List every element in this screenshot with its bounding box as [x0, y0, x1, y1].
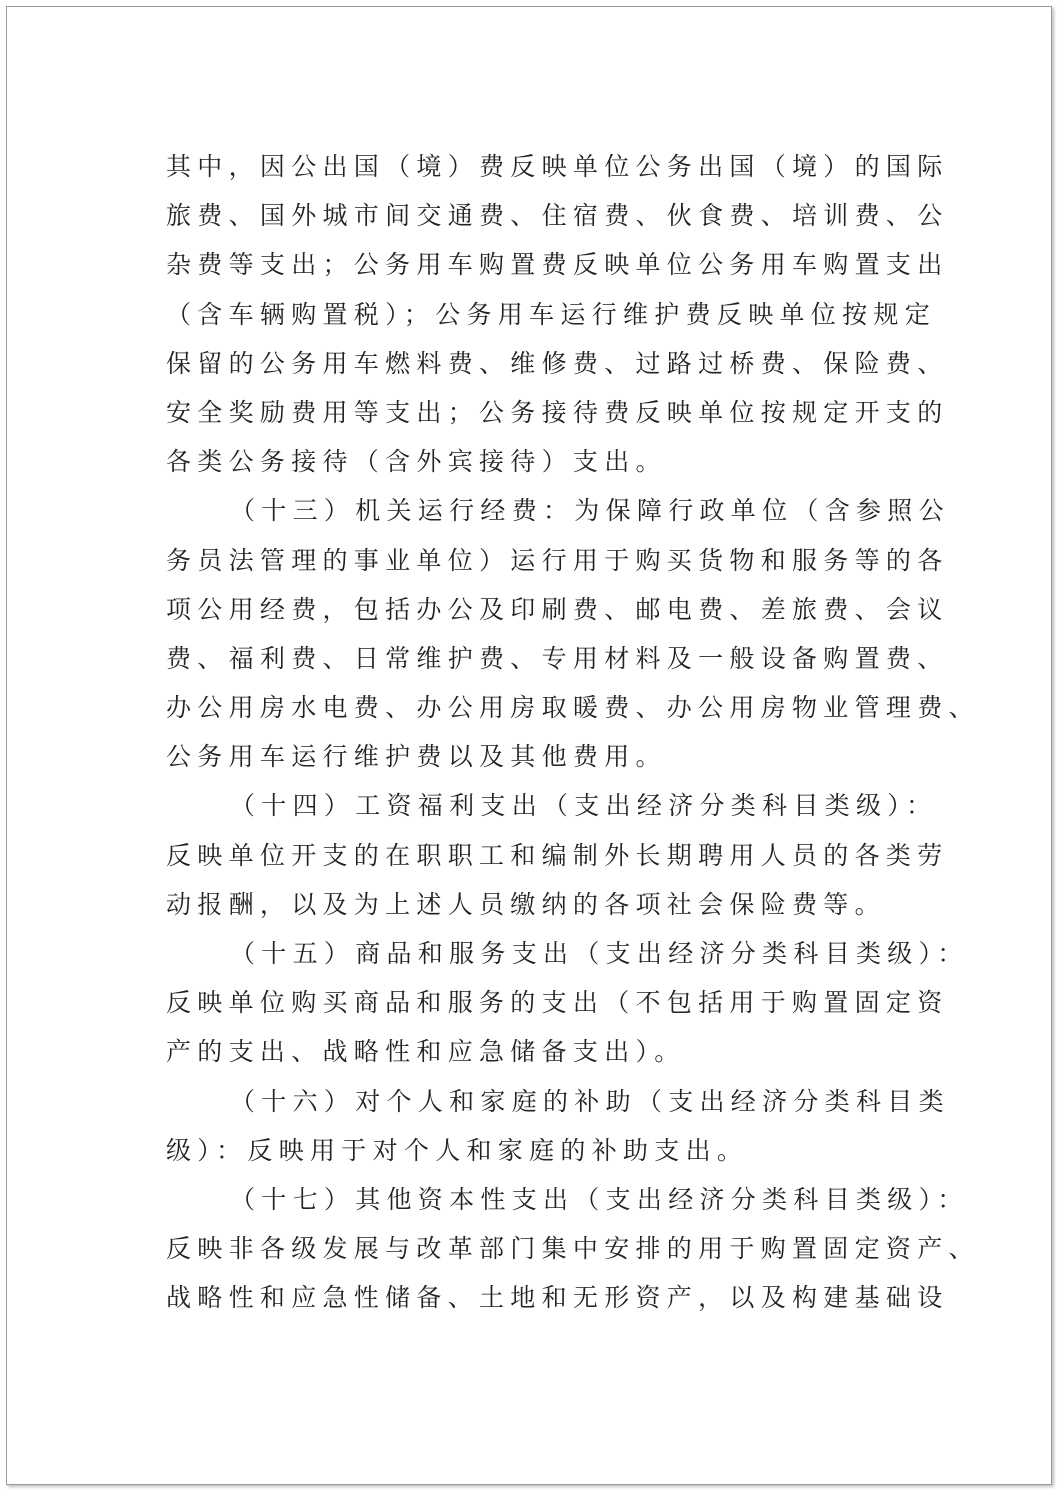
text-line: （十五）商品和服务支出（支出经济分类科目类级）：: [230, 939, 969, 968]
paragraph-16-subsidies-individuals-families: [166, 1077, 950, 1175]
text-line: 费、福利费、日常维护费、专用材料及一般设备购置费、: [166, 643, 949, 673]
text-line: 战略性和应急性储备、土地和无形资产，以及构建基础设: [166, 1283, 949, 1313]
text-line: （十六）对个人和家庭的补助（支出经济分类科目类: [230, 1086, 950, 1116]
text-line: 办公用房水电费、办公用房取暖费、办公用房物业管理费、: [166, 693, 980, 723]
text-line: 反映单位购买商品和服务的支出（不包括用于购置固定资: [166, 988, 949, 1018]
text-line: 务员法管理的事业单位）运行用于购买货物和服务等的各: [166, 545, 949, 575]
text-line: 保留的公务用车燃料费、维修费、过路过桥费、保险费、: [166, 348, 949, 378]
document-body: [166, 142, 980, 1323]
text-line: 杂费等支出；公务用车购置费反映单位公务用车购置支出: [166, 250, 949, 280]
text-line: 项公用经费，包括办公及印刷费、邮电费、差旅费、会议: [166, 594, 949, 624]
paragraph-17-other-capital-expenditure: [166, 1175, 980, 1323]
paragraph-15-goods-services: [166, 929, 969, 1077]
text-line: （十七）其他资本性支出（支出经济分类科目类级）：: [230, 1184, 969, 1214]
paragraph-13-agency-operating-funds: [166, 486, 980, 781]
paragraph-14-wages-benefits: [166, 781, 949, 929]
text-line: 动报酬，以及为上述人员缴纳的各项社会保险费等。: [166, 889, 886, 919]
text-line: （十三）机关运行经费：为保障行政单位（含参照公: [230, 496, 950, 526]
text-line: 公务用车运行维护费以及其他费用。: [166, 742, 667, 772]
text-line: 旅费、国外城市间交通费、住宿费、伙食费、培训费、公: [166, 201, 949, 231]
text-line: （含车辆购置税）；公务用车运行维护费反映单位按规定: [166, 299, 937, 329]
text-line: 各类公务接待（含外宾接待）支出。: [166, 447, 667, 477]
text-line: 级）：反映用于对个人和家庭的补助支出。: [166, 1135, 749, 1165]
text-line: 产的支出、战略性和应急储备支出）。: [166, 1037, 686, 1067]
text-line: 其中，因公出国（境）费反映单位公务出国（境）的国际: [166, 152, 949, 181]
text-line: （十四）工资福利支出（支出经济分类科目类级）：: [230, 791, 938, 821]
text-line: 安全奖励费用等支出；公务接待费反映单位按规定开支的: [166, 397, 949, 427]
text-line: 反映单位开支的在职职工和编制外长期聘用人员的各类劳: [166, 840, 949, 870]
text-line: 反映非各级发展与改革部门集中安排的用于购置固定资产、: [166, 1234, 980, 1264]
paragraph-official-expenses-continued: [166, 142, 949, 486]
